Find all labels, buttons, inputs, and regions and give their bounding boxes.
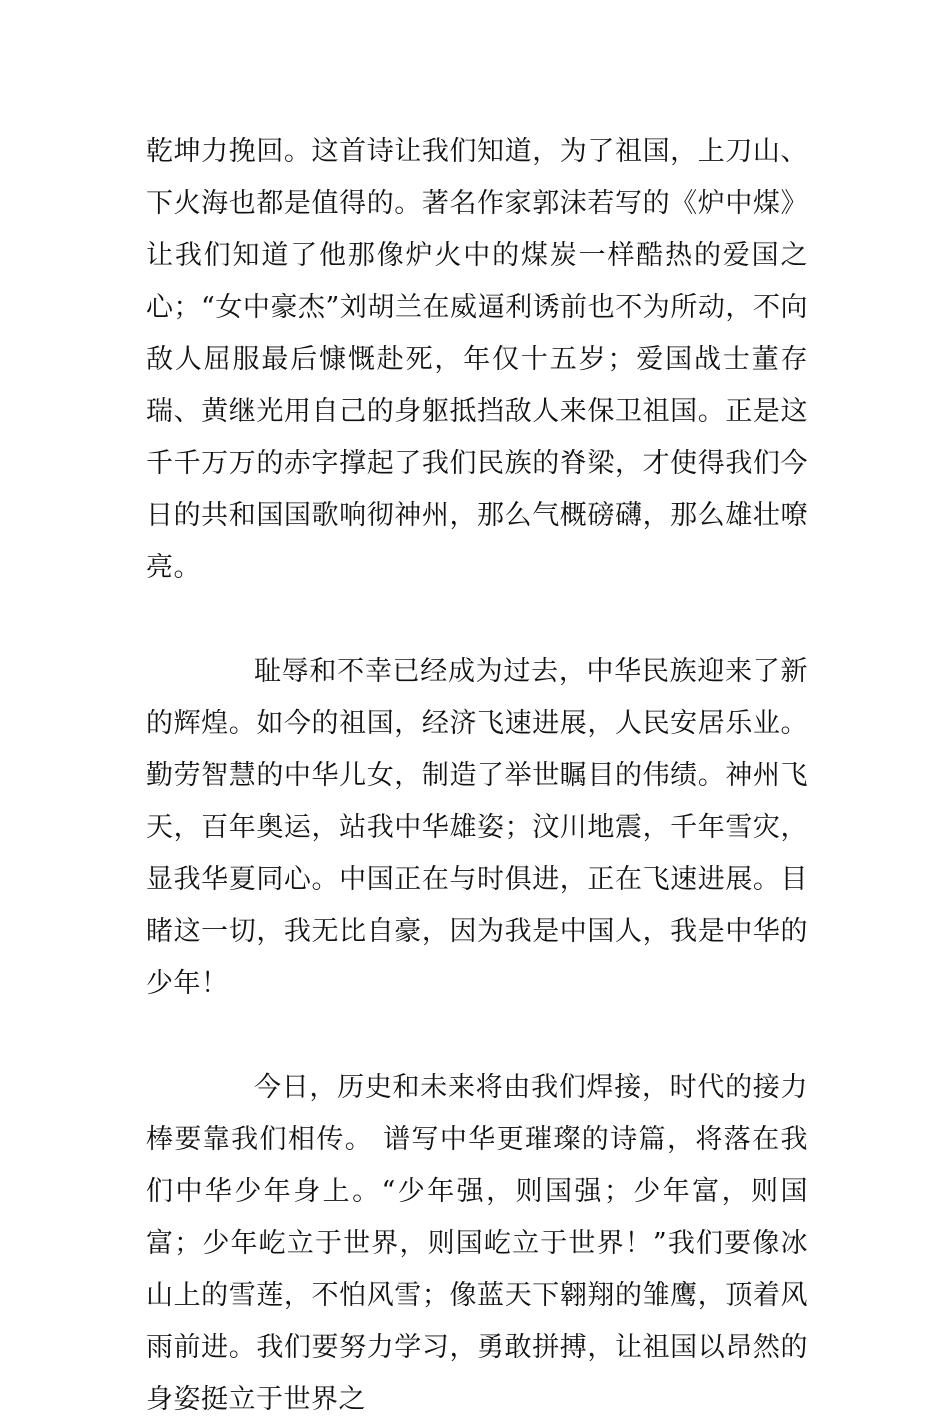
paragraph-3: 今日，历史和未来将由我们焊接，时代的接力棒要靠我们相传。 谱写中华更璀璨的诗篇，将落在我们中华少年身上。“少年强，则国强；少年富，则国富；少年屹立于世界，则国屹立于世界！”我们要像冰山上的雪莲，不怕风雪；像蓝天下翱翔的雏鹰，顶着风雨前进。我们要努力学习，勇敢拼搏，让祖国以昂然的身姿挺立于世界之	[146, 1072, 808, 1415]
paragraph-1: 乾坤力挽回。这首诗让我们知道，为了祖国，上刀山、下火海也都是值得的。著名作家郭沫若写的《炉中煤》让我们知道了他那像炉火中的煤炭一样酷热的爱国之心；“女中豪杰”刘胡兰在威逼利诱前也不为所动，不向敌人屈服最后慷慨赴死，年仅十五岁；爱国战士董存瑞、黄继光用自己的身躯抵挡敌人来保卫祖国。正是这千千万万的赤字撑起了我们民族的脊梁，才使得我们今日的共和国国歌响彻神州，那么气概磅礴，那么雄壮嘹亮。	[146, 136, 808, 583]
paragraph-2: 耻辱和不幸已经成为过去，中华民族迎来了新的辉煌。如今的祖国，经济飞速进展，人民安居乐业。勤劳智慧的中华儿女，制造了举世瞩目的伟绩。神州飞天，百年奥运，站我中华雄姿；汶川地震，千年雪灾，显我华夏同心。中国正在与时俱进，正在飞速进展。目睹这一切，我无比自豪，因为我是中国人，我是中华的少年！	[146, 656, 808, 999]
document-body	[146, 126, 808, 1426]
